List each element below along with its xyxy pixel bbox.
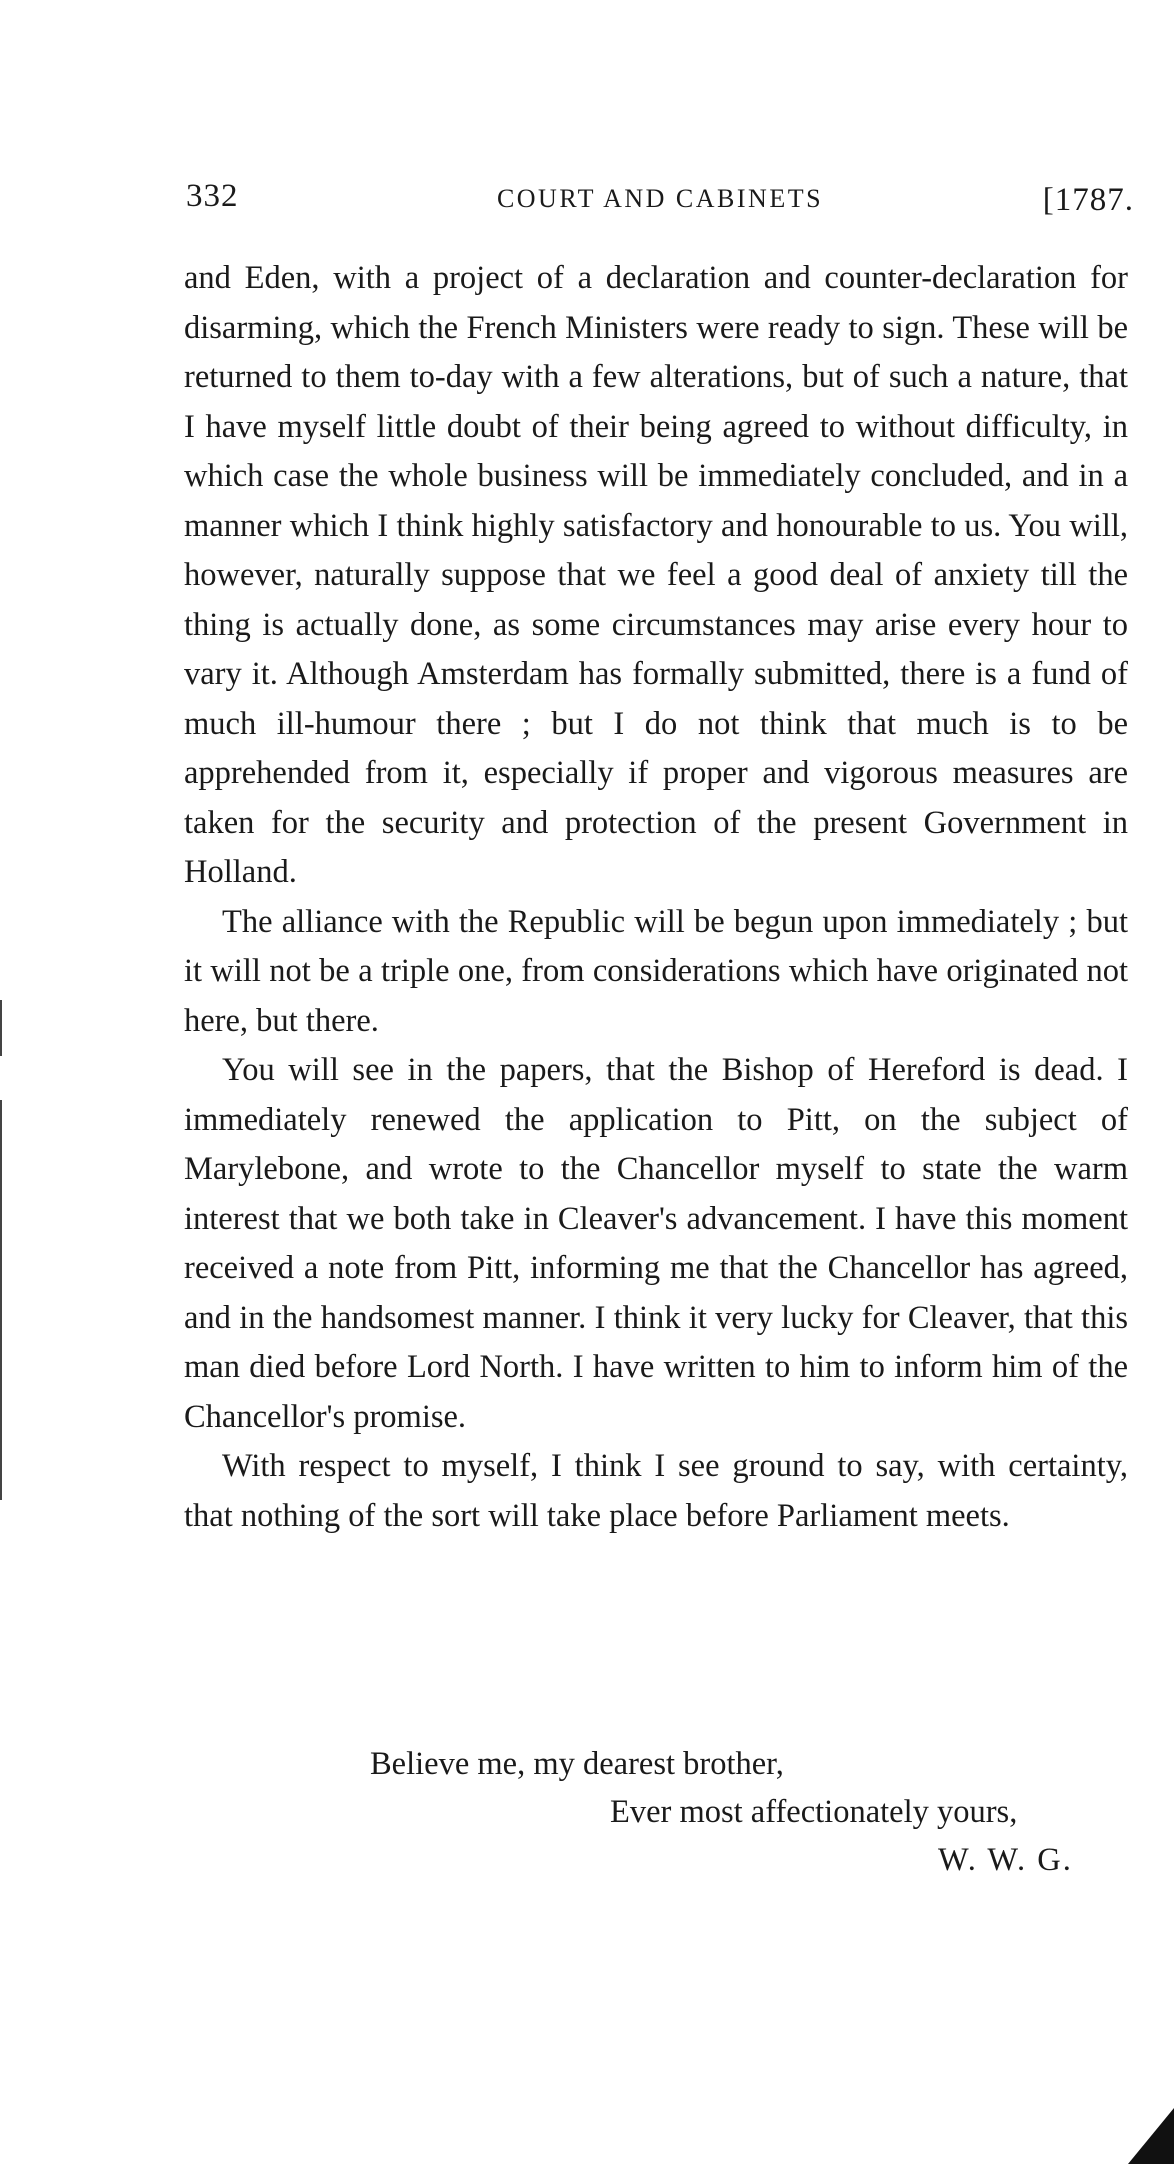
- margin-scan-mark: [0, 1100, 2, 1500]
- salutation: Believe me, my dearest brother,: [370, 1746, 784, 1782]
- paragraph-4: With respect to myself, I think I see ground to say, with certainty, that nothing of the sort will take place before Parliament meets.: [184, 1448, 1128, 1534]
- letter-closing: [0, 1740, 1174, 1900]
- header-year: [1787.: [1042, 182, 1134, 218]
- running-title: COURT AND CABINETS: [496, 184, 824, 213]
- paragraph-2: The alliance with the Republic will be begun upon immediately ; but it will not be a triple one, from considerations which have originated not here, but there.: [184, 903, 1128, 1039]
- page-corner-mark: [1128, 2108, 1174, 2164]
- valediction: Ever most affectionately yours,: [610, 1794, 1018, 1830]
- paragraph-3: You will see in the papers, that the Bishop of Hereford is dead. I immediately renewed the application to Pitt, on the subject of Marylebone, and wrote to the Chancellor myself to state the warm interest that we both take in Cleaver's advancement. I have this moment received a note from Pitt, informing me that the Chancellor has agreed, and in the handsomest manner. I think it very lucky for Cleaver, that this man died before Lord North. I have written to him to inform him of the Chancellor's promise.: [184, 1052, 1128, 1435]
- page-number: 332: [186, 178, 239, 214]
- signature: W. W. G.: [938, 1842, 1073, 1878]
- paragraph-1: and Eden, with a project of a declaration and counter-declaration for disarming, which the French Ministers were ready to sign. These will be returned to them to-day with a few alterations, but of such a nature, that I have myself little doubt of their being agreed to without difficulty, in which case the whole business will be immediately concluded, and in a manner which I think highly satisfactory and honourable to us. You will, however, naturally suppose that we feel a good deal of anxiety till the thing is actually done, as some circumstances may arise every hour to vary it. Although Amsterdam has formally submitted, there is a fund of much ill-humour there ; but I do not think that much is to be apprehended from it, especially if proper and vigorous measures are taken for the security and protection of the present Government in Holland.: [184, 260, 1128, 890]
- margin-scan-mark: [0, 1000, 2, 1056]
- page-header: [186, 178, 1134, 228]
- letter-body: [184, 254, 1128, 1541]
